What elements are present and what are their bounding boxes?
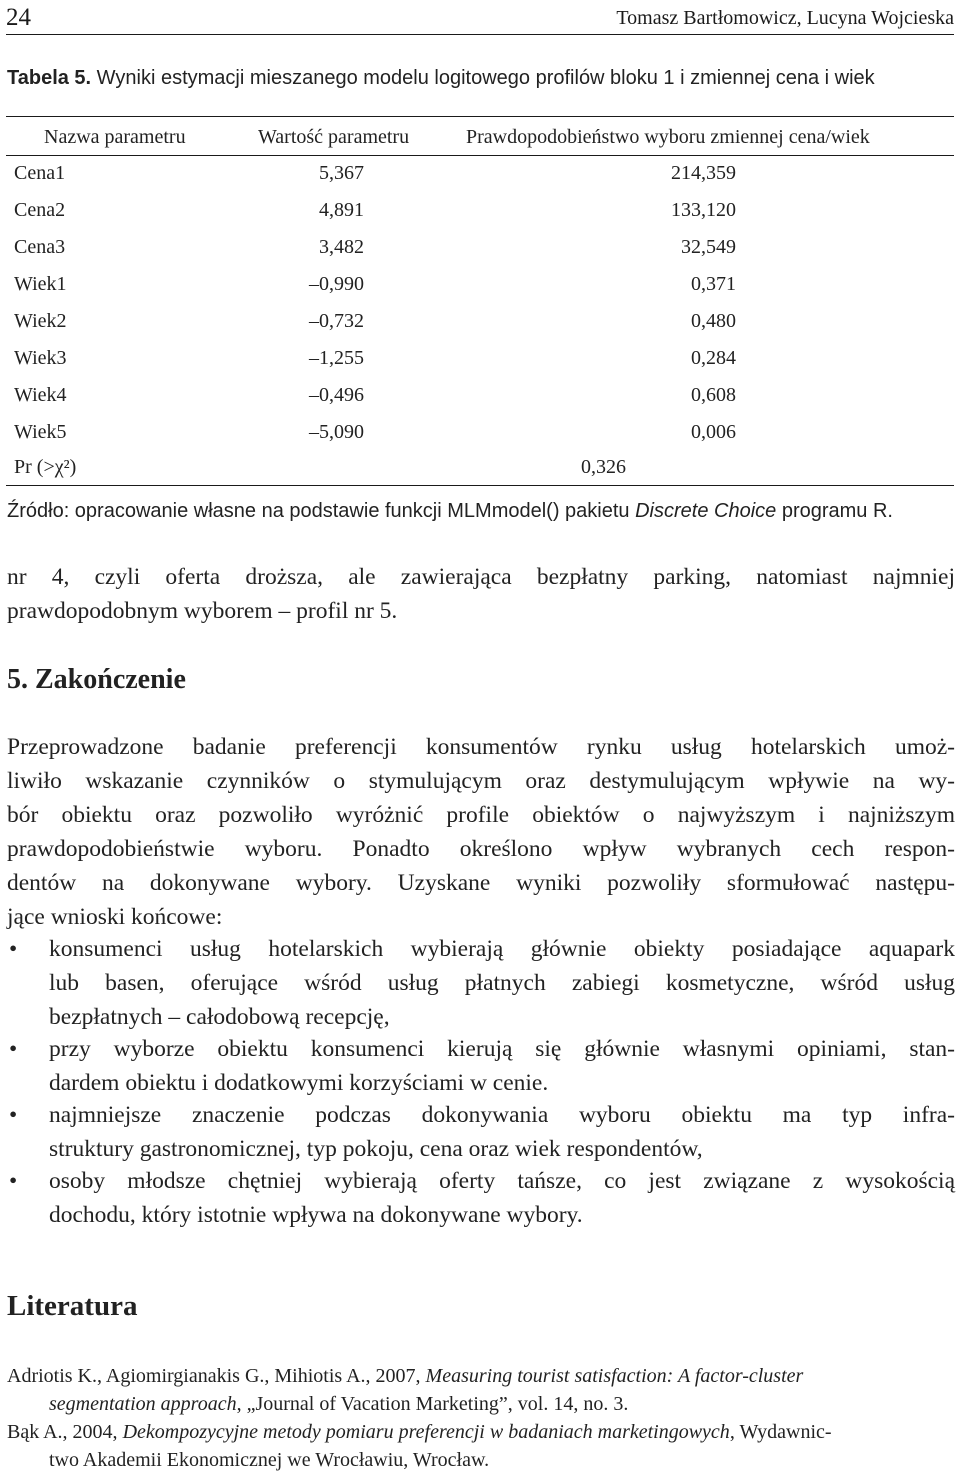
table-top-rule	[6, 116, 954, 117]
bullet-icon: •	[9, 1168, 18, 1194]
table-cell-name: Wiek1	[14, 273, 67, 295]
table-cell-probability: 0,284	[691, 347, 736, 369]
table-cell-probability: 0,480	[691, 310, 736, 332]
text-line: bezpłatnych – całodobową recepcję,	[49, 1004, 390, 1030]
text-line: przy wyborze obiektu konsumenci kierują się głównie własnymi opiniami, stan-	[49, 1036, 955, 1062]
reference-line	[7, 1362, 955, 1390]
reference-item	[7, 1418, 955, 1474]
bullet-icon: •	[9, 1102, 18, 1128]
conclusion-paragraph	[7, 730, 955, 934]
table-header-value: Wartość parametru	[258, 126, 410, 148]
text-line: osoby młodsze chętniej wybierają oferty tańsze, co jest związane z wysokością	[49, 1168, 955, 1194]
text-line: dentów na dokonywane wybory. Uzyskane wyniki pozwoliły sformułować następu-	[7, 870, 955, 896]
table-cell-name: Cena3	[14, 236, 66, 258]
reference-authors: Bąk A., 2004,	[7, 1421, 123, 1443]
bullet-icon: •	[9, 1036, 18, 1062]
page-number: 24	[6, 4, 31, 31]
table-cell-value: 5,367	[319, 162, 364, 184]
reference-line	[7, 1390, 955, 1418]
table-cell-name: Wiek4	[14, 384, 67, 406]
table-header-probability: Prawdopodobieństwo wyboru zmiennej cena/wiek	[466, 126, 870, 148]
table-bottom-rule	[6, 485, 954, 486]
table-cell-probability: 214,359	[671, 162, 736, 184]
table-header-rule	[6, 155, 954, 156]
table-cell-name: Wiek3	[14, 347, 67, 369]
text-line: dardem obiektu i dodatkowymi korzyściami w cenie.	[49, 1070, 549, 1096]
text-line: prawdopodobieństwie wyboru. Ponadto określono wpływ wybranych cech respon-	[7, 836, 955, 862]
text-line: nr 4, czyli oferta droższa, ale zawierająca bezpłatny parking, natomiast najmniej	[7, 564, 955, 590]
text-line: struktury gastronomicznej, typ pokoju, cena oraz wiek respondentów,	[49, 1136, 703, 1162]
table-cell-probability: 133,120	[671, 199, 736, 221]
table-cell-name: Cena1	[14, 162, 66, 184]
table-cell-value: 4,891	[319, 199, 364, 221]
bullet-icon: •	[9, 936, 18, 962]
page-header	[6, 4, 954, 32]
table-cell-name: Wiek2	[14, 310, 67, 332]
table-cell-value: –0,496	[309, 384, 364, 406]
text-line: jące wnioski końcowe:	[7, 904, 223, 930]
table-caption-label: Tabela 5.	[7, 67, 92, 89]
text-line: lub basen, oferujące wśród usług płatnych zabiegi kosmetyczne, wśród usług	[49, 970, 955, 996]
table-caption	[7, 67, 875, 90]
table-cell-name: Cena2	[14, 199, 66, 221]
table-caption-text: Wyniki estymacji mieszanego modelu logitowego profilów bloku 1 i zmiennej cena i wiek	[91, 67, 875, 89]
table-source-note	[7, 500, 893, 523]
reference-item	[7, 1362, 955, 1418]
table-cell-probability: 0,371	[691, 273, 736, 295]
source-suffix: programu R.	[776, 500, 893, 522]
reference-title: Measuring tourist satisfaction: A factor-cluster	[425, 1365, 804, 1387]
reference-authors: Adriotis K., Agiomirgianakis G., Mihiotis A., 2007,	[7, 1365, 426, 1387]
table-cell-value: 3,482	[319, 236, 364, 258]
text-line: Przeprowadzone badanie preferencji konsumentów rynku usług hotelarskich umoż-	[7, 734, 955, 760]
table-cell-value: –0,732	[309, 310, 364, 332]
table-cell-name: Wiek5	[14, 421, 67, 443]
text-line: prawdopodobnym wyborem – profil nr 5.	[7, 598, 398, 624]
table-cell-probability: 0,006	[691, 421, 736, 443]
text-line: bór obiektu oraz pozwoliło wyróżnić profile obiektów o najwyższym i najniższym	[7, 802, 955, 828]
table-cell-value: –0,990	[309, 273, 364, 295]
text-line: liwiło wskazanie czynników o stymulującym oraz destymulującym wpływie na wy-	[7, 768, 955, 794]
text-line: dochodu, który istotnie wpływa na dokonywane wybory.	[49, 1202, 583, 1228]
table-cell-value: –5,090	[309, 421, 364, 443]
reference-line	[7, 1418, 955, 1446]
table-cell-value: –1,255	[309, 347, 364, 369]
intro-paragraph	[7, 560, 955, 628]
source-italic: Discrete Choice	[635, 500, 777, 522]
section-heading: 5. Zakończenie	[7, 664, 186, 695]
literatura-heading: Literatura	[7, 1290, 138, 1322]
reference-line: two Akademii Ekonomicznej we Wrocławiu, Wrocław.	[49, 1449, 490, 1471]
text-line: konsumenci usług hotelarskich wybierają głównie obiekty posiadające aquapark	[49, 936, 955, 962]
table-cell-probability: 0,608	[691, 384, 736, 406]
reference-rest: , „Journal of Vacation Marketing”, vol. 14, no. 3.	[236, 1393, 629, 1415]
reference-rest: , Wydawnic-	[729, 1421, 832, 1443]
pr-chi-label: Pr (>χ²)	[14, 456, 77, 478]
pr-chi-value: 0,326	[581, 456, 626, 478]
table-header-name: Nazwa parametru	[44, 126, 186, 148]
reference-title: Dekompozycyjne metody pomiaru preferencji w badaniach marketingowych	[122, 1421, 730, 1443]
running-head: Tomasz Bartłomowicz, Lucyna Wojcieska	[616, 7, 954, 29]
text-line: najmniejsze znaczenie podczas dokonywania wyboru obiektu ma typ infra-	[49, 1102, 955, 1128]
header-rule	[6, 34, 954, 35]
reference-title: segmentation approach	[49, 1393, 237, 1415]
table-cell-probability: 32,549	[681, 236, 736, 258]
source-prefix: Źródło: opracowanie własne na podstawie funkcji MLMmodel() pakietu	[7, 500, 636, 522]
